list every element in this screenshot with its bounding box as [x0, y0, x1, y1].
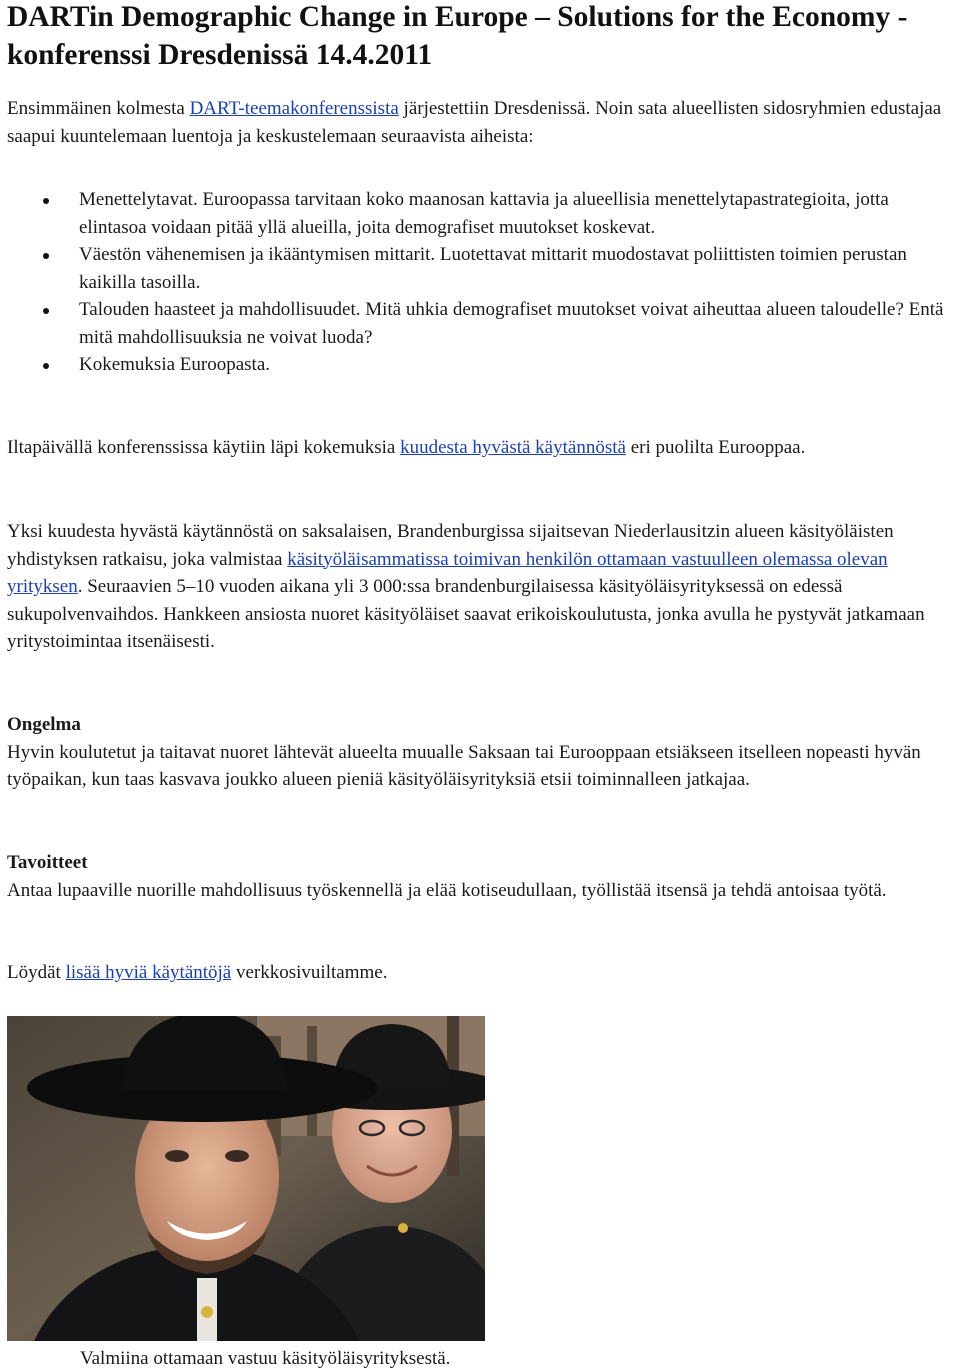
intro-text-before: Ensimmäinen kolmesta — [7, 98, 190, 119]
good-practices-link[interactable]: kuudesta hyvästä käytännöstä — [400, 437, 626, 458]
intro-paragraph — [7, 95, 957, 150]
practice-text-after: . Seuraavien 5–10 vuoden aikana yli 3 000:ssa brandenburgilaisessa käsityöläisyrityksessä on edessä sukupolvenvaihdos. Hankkeen ansiosta nuoret käsityöläiset saavat erikoiskoulutusta, jonka avulla he pystyvät jatkamaan yritystoimintaa itsenäisesti. — [7, 576, 925, 652]
afternoon-text-before: Iltapäivällä konferenssissa käytiin läpi kokemuksia — [7, 437, 401, 458]
craftsmen-photo — [7, 1016, 485, 1341]
goals-heading: Tavoitteet — [7, 852, 88, 873]
dart-conferences-link[interactable]: DART-teemakonferenssista — [189, 98, 399, 119]
afternoon-text-after: eri puolilta Eurooppaa. — [625, 437, 806, 458]
practice-text-before: Yksi kuudesta hyvästä käytännöstä on saksalaisen, Brandenburgissa sijaitsevan Niederlausitzin alueen käsityöläisten yhdistyksen ratkaisu, joka valmistaa — [7, 521, 894, 570]
bullet-icon — [43, 363, 49, 369]
topic-list — [0, 186, 960, 379]
topic-text: Talouden haasteet ja mahdollisuudet. Mitä uhkia demografiset muutokset voivat aiheuttaa alueen taloudelle? Entä mitä mahdollisuuksia ne voivat luoda? — [79, 299, 944, 348]
topic-item — [0, 241, 959, 296]
bullet-icon — [43, 198, 49, 204]
bullet-icon — [43, 308, 49, 314]
goals-section — [7, 849, 957, 904]
topic-text: Kokemuksia Euroopasta. — [79, 354, 271, 375]
page-title: DARTin Demographic Change in Europe – Solutions for the Economy -konferenssi Dresdenissä 14.4.2011 — [7, 1, 908, 71]
problem-text: Hyvin koulutetut ja taitavat nuoret lähtevät alueelta muualle Saksaan tai Eurooppaan etsiäkseen itselleen nopeasti hyvän työpaikan, kun taas kasvava joukko alueen pieniä käsityöläisyrityksiä etsii toiminnalleen jatkajaa. — [7, 741, 921, 790]
practice-paragraph — [7, 518, 957, 656]
topic-text: Menettelytavat. Euroopassa tarvitaan koko maanosan kattavia ja alueellisia menettelytapastrategioita, jotta elintasoa voidaan pitää yllä alueilla, joita demografiset muutokset koskevat. — [79, 189, 889, 238]
problem-section — [7, 711, 957, 794]
more-text-before: Löydät — [7, 962, 66, 983]
succession-practice-link[interactable]: käsityöläisammatissa toimivan henkilön ottamaan vastuulleen olemassa olevan yrityksen — [7, 548, 888, 597]
afternoon-paragraph — [7, 434, 957, 462]
photo-caption: Valmiina ottamaan vastuu käsityöläisyrityksestä. — [80, 1348, 451, 1369]
bullet-icon — [43, 253, 49, 259]
intro-text-after: järjestettiin Dresdenissä. Noin sata alueellisten sidosryhmien edustajaa saapui kuuntelemaan luentoja ja keskustelemaan seuraavista aiheista: — [7, 98, 942, 147]
more-practices-link[interactable]: lisää hyviä käytäntöjä — [65, 962, 232, 983]
goals-text: Antaa lupaaville nuorille mahdollisuus työskennellä ja elää kotiseudullaan, työllistää itsensä ja tehdä antoisaa työtä. — [7, 879, 887, 901]
topic-text: Väestön vähenemisen ja ikääntymisen mittarit. Luotettavat mittarit muodostavat poliittisten toimien perustan kaikilla tasoilla. — [79, 244, 907, 293]
more-paragraph — [7, 959, 957, 987]
topic-item — [0, 296, 959, 351]
topic-item — [0, 351, 959, 379]
topic-item — [0, 186, 959, 241]
problem-heading: Ongelma — [7, 714, 81, 735]
more-text-after: verkkosivuiltamme. — [231, 962, 388, 983]
